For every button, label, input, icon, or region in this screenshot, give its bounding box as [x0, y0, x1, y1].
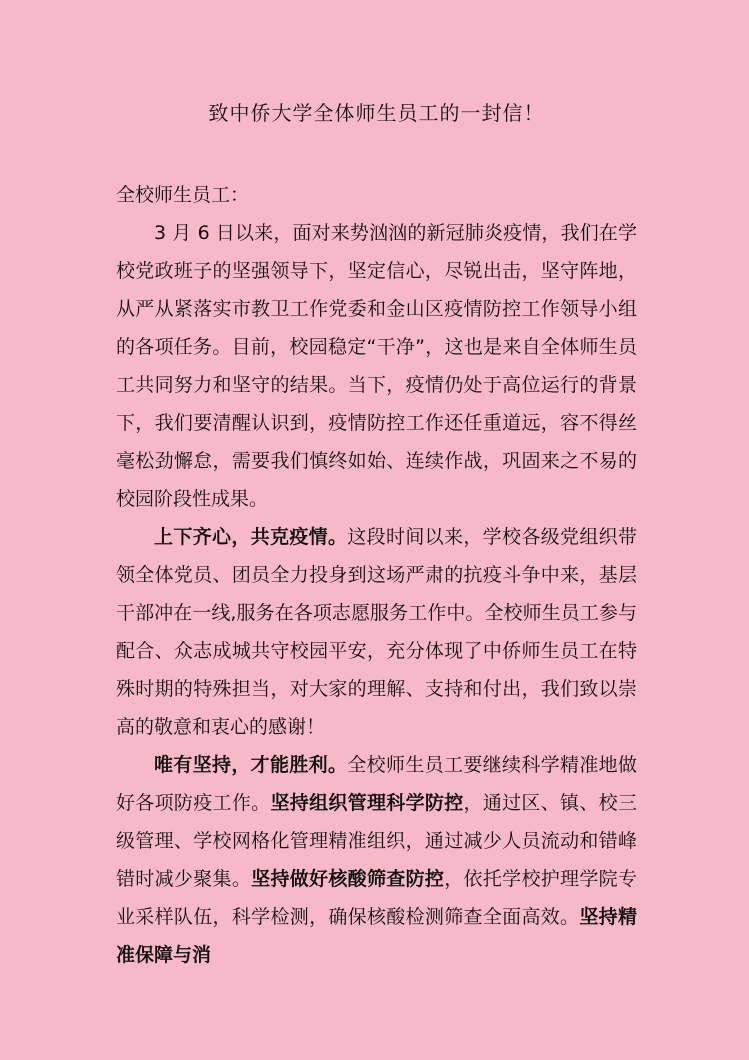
paragraph-text: 这段时间以来，学校各级党组织带领全体党员、团员全力投身到这场严肃的抗疫斗争中来，基层干部冲在一线,服务在各项志愿服务工作中。全校师生员工参与配合、众志成城共守校园平安，充分体现了中侨师生员工在特殊时期的特殊担当，对大家的理解、支持和付出，我们致以崇高的敬意和衷心的感谢！	[116, 526, 637, 738]
body-paragraph	[116, 746, 637, 974]
paragraph-text: ，通过区、镇、校三级管理、学校网格化管理精准组织，通过减少人员流动和错峰错时减少聚集。	[116, 792, 637, 890]
bold-heading-text: 坚持精准保障与消	[116, 906, 637, 966]
body-paragraph	[116, 518, 637, 746]
bold-heading-text: 坚持做好核酸筛查防控	[251, 868, 445, 890]
paragraph-text: ，依托学校护理学院专业采样队伍，科学检测，确保核酸检测筛查全面高效。	[116, 868, 637, 928]
letter-salutation: 全校师生员工：	[116, 184, 250, 206]
bold-heading-text: 坚持组织管理科学防控	[270, 792, 464, 814]
bold-heading-text: 唯有坚持，才能胜利。	[154, 754, 348, 776]
letter-body	[116, 214, 637, 974]
bold-heading-text: 上下齐心，共克疫情。	[154, 526, 348, 548]
body-paragraph	[116, 214, 637, 518]
paragraph-text: 3 月 6 日以来，面对来势汹汹的新冠肺炎疫情，我们在学校党政班子的坚强领导下，坚定信心，尽锐出击，坚守阵地，从严从紧落实市教卫工作党委和金山区疫情防控工作领导小组的各项任务。目前，校园稳定“干净”，这也是来自全体师生员工共同努力和坚守的结果。当下，疫情仍处于高位运行的背景下，我们要清醒认识到，疫情防控工作还任重道远，容不得丝毫松劲懈怠，需要我们慎终如始、连续作战，巩固来之不易的校园阶段性成果。	[116, 222, 637, 510]
letter-title: 致中侨大学全体师生员工的一封信！	[208, 101, 545, 125]
paragraph-text: 全校师生员工要继续科学精准地做好各项防疫工作。	[116, 754, 637, 814]
